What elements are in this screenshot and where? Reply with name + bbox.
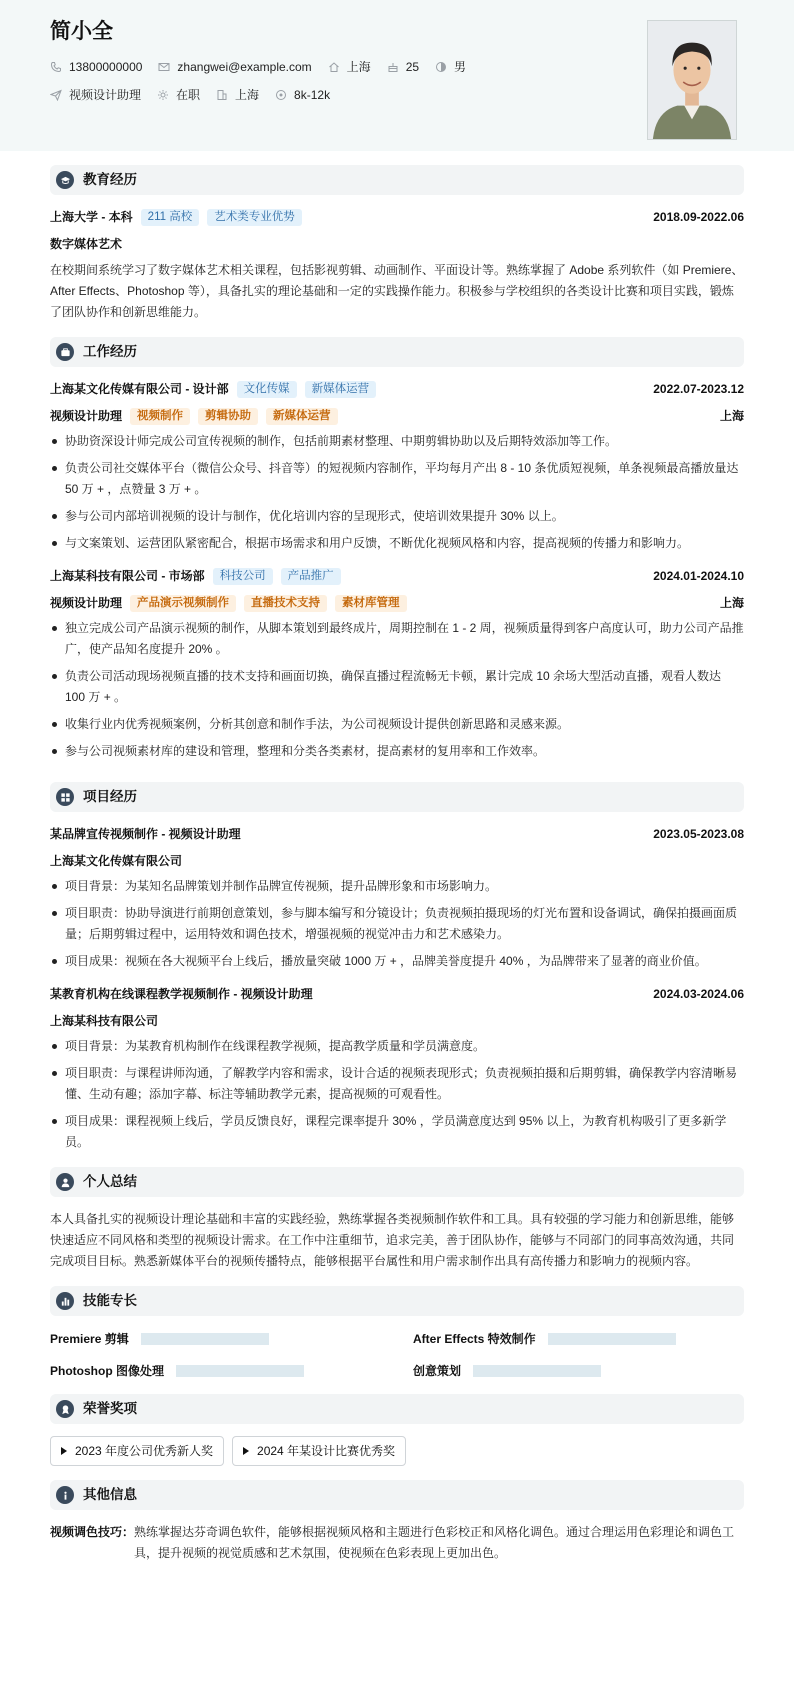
section-header-work bbox=[50, 337, 744, 367]
project-entry bbox=[50, 984, 744, 1153]
role-tag: 新媒体运营 bbox=[266, 408, 338, 425]
major-text: 数字媒体艺术 bbox=[50, 237, 123, 251]
gender-item bbox=[435, 58, 466, 76]
list-item: 项目背景：为某知名品牌策划并制作品牌宣传视频，提升品牌形象和市场影响力。 bbox=[50, 876, 744, 897]
section-header-awards bbox=[50, 1394, 744, 1424]
company-name: 上海某文化传媒有限公司 - 设计部 bbox=[50, 382, 229, 396]
school-tag: 艺术类专业优势 bbox=[207, 209, 302, 226]
project-company bbox=[50, 851, 744, 871]
status-item bbox=[157, 86, 200, 104]
section-title: 项目经历 bbox=[83, 788, 137, 804]
project-bullets bbox=[50, 876, 744, 972]
job-row bbox=[50, 86, 744, 104]
status-text: 在职 bbox=[176, 88, 201, 102]
building-icon bbox=[216, 89, 228, 101]
company-tag: 新媒体运营 bbox=[305, 381, 377, 398]
skill-bar bbox=[141, 1333, 269, 1345]
age-text: 25 bbox=[405, 60, 420, 74]
list-item: 负责公司活动现场视频直播的技术支持和画面切换，确保直播过程流畅无卡顿，累计完成 10 余场大型活动直播，观看人数达 100 万 + 。 bbox=[50, 666, 744, 708]
job-item bbox=[50, 86, 141, 104]
skill-name: Premiere 剪辑 bbox=[50, 1332, 129, 1346]
skill-item bbox=[50, 1362, 381, 1380]
list-item: 参与公司内部培训视频的设计与制作，优化培训内容的呈现形式，使培训效果提升 30% 以上。 bbox=[50, 506, 744, 527]
role-tag: 剪辑协助 bbox=[198, 408, 258, 425]
user-icon bbox=[56, 1173, 74, 1191]
role-tag: 直播技术支持 bbox=[244, 595, 327, 612]
list-item: 负责公司社交媒体平台（微信公众号、抖音等）的短视频内容制作，平均每月产出 8 - 10 条优质短视频，单条视频最高播放量达 50 万 + ，点赞量 3 万 + 。 bbox=[50, 458, 744, 500]
graduation-cap-icon bbox=[56, 171, 74, 189]
work-entry-head bbox=[50, 566, 744, 586]
role-tag: 视频制作 bbox=[130, 408, 190, 425]
section-title: 荣誉奖项 bbox=[83, 1400, 137, 1416]
email-text: zhangwei@example.com bbox=[177, 60, 312, 74]
city-text: 上海 bbox=[346, 60, 371, 74]
project-company-text: 上海某科技有限公司 bbox=[50, 1014, 159, 1028]
send-icon bbox=[50, 89, 62, 101]
phone-item bbox=[50, 58, 142, 76]
resume-header bbox=[0, 0, 794, 151]
section-header-skills bbox=[50, 1286, 744, 1316]
company-tag: 科技公司 bbox=[213, 568, 273, 585]
education-description: 在校期间系统学习了数字媒体艺术相关课程，包括影视剪辑、动画制作、平面设计等。熟练掌握了 Adobe 系列软件（如 Premiere、After Effects、Photoshop 等），具备扎实的理论基础和一定的实践操作能力。积极参与学校组织的各类设计比赛和项目实践，锻炼了团队协作和创新思维能力。 bbox=[50, 263, 744, 319]
list-item: 独立完成公司产品演示视频的制作，从脚本策划到最终成片，周期控制在 1 - 2 周，视频质量得到客户高度认可，助力公司产品推广，使产品知名度提升 20% 。 bbox=[50, 618, 744, 660]
list-item: 项目背景：为某教育机构制作在线课程教学视频，提高教学质量和学员满意度。 bbox=[50, 1036, 744, 1057]
section-header-other bbox=[50, 1480, 744, 1510]
project-date: 2024.03-2024.06 bbox=[653, 987, 744, 1001]
role-title: 视频设计助理 bbox=[50, 596, 123, 610]
skill-bar bbox=[548, 1333, 676, 1345]
bar-chart-icon bbox=[56, 1292, 74, 1310]
project-company bbox=[50, 1011, 744, 1031]
skill-bar bbox=[473, 1365, 601, 1377]
age-item bbox=[387, 58, 419, 76]
company-tag: 文化传媒 bbox=[237, 381, 297, 398]
play-icon bbox=[243, 1447, 249, 1455]
gear-icon bbox=[157, 89, 169, 101]
skills-grid bbox=[50, 1330, 744, 1380]
phone-text: 13800000000 bbox=[69, 60, 143, 74]
mail-icon bbox=[158, 61, 170, 73]
other-item bbox=[50, 1522, 744, 1564]
salary-text: 8k-12k bbox=[294, 88, 331, 102]
company-name: 上海某科技有限公司 - 市场部 bbox=[50, 569, 205, 583]
candidate-name: 简小全 bbox=[50, 20, 113, 43]
work-bullets bbox=[50, 618, 744, 762]
section-title: 个人总结 bbox=[83, 1173, 137, 1189]
company-tag: 产品推广 bbox=[281, 568, 341, 585]
section-title: 其他信息 bbox=[83, 1486, 137, 1502]
work-entry bbox=[50, 566, 744, 762]
school-tag: 211 高校 bbox=[141, 209, 200, 226]
school-name: 上海大学 - 本科 bbox=[50, 210, 133, 224]
award-item bbox=[50, 1436, 224, 1466]
skill-name: After Effects 特效制作 bbox=[413, 1332, 536, 1346]
contact-row bbox=[50, 58, 744, 76]
section-header-summary bbox=[50, 1167, 744, 1197]
home-icon bbox=[328, 61, 340, 73]
skill-fill bbox=[473, 1365, 601, 1377]
other-label: 视频调色技巧： bbox=[50, 1525, 135, 1539]
info-icon bbox=[56, 1486, 74, 1504]
target-city-item bbox=[216, 86, 259, 104]
list-item: 项目成果：课程视频上线后，学员反馈良好，课程完课率提升 30% ，学员满意度达到 95% 以上，为教育机构吸引了更多新学员。 bbox=[50, 1111, 744, 1153]
skill-item bbox=[413, 1330, 744, 1348]
project-bullets bbox=[50, 1036, 744, 1153]
phone-icon bbox=[50, 61, 62, 73]
work-date: 2024.01-2024.10 bbox=[653, 569, 744, 583]
coin-icon bbox=[275, 89, 287, 101]
work-bullets bbox=[50, 431, 744, 554]
role-title: 视频设计助理 bbox=[50, 409, 123, 423]
section-title: 教育经历 bbox=[83, 171, 137, 187]
skill-fill bbox=[176, 1365, 304, 1377]
gender-text: 男 bbox=[454, 60, 467, 74]
summary-text: 本人具备扎实的视频设计理论基础和丰富的实践经验，熟练掌握各类视频制作软件和工具。具有较强的学习能力和创新思维，能够快速适应不同风格和类型的视频设计需求。在工作中注重细节，追求完美，善于团队协作，能够与不同部门的同事高效沟通，共同完成项目目标。熟悉新媒体平台的视频传播特点，能够根据平台属性和用户需求制作出具有高传播力和影响力的视频内容。 bbox=[50, 1212, 735, 1268]
award-icon bbox=[56, 1400, 74, 1418]
role-line bbox=[50, 593, 744, 613]
education-entry-head bbox=[50, 207, 744, 227]
project-date: 2023.05-2023.08 bbox=[653, 827, 744, 841]
section-header-project bbox=[50, 782, 744, 812]
project-company-text: 上海某文化传媒有限公司 bbox=[50, 854, 183, 868]
work-city: 上海 bbox=[719, 409, 744, 423]
skill-fill bbox=[548, 1333, 676, 1345]
grid-icon bbox=[56, 788, 74, 806]
skill-name: 创意策划 bbox=[413, 1364, 462, 1378]
skill-bar bbox=[176, 1365, 304, 1377]
list-item: 与文案策划、运营团队紧密配合，根据市场需求和用户反馈，不断优化视频风格和内容，提高视频的传播力和影响力。 bbox=[50, 533, 744, 554]
award-text: 2024 年某设计比赛优秀奖 bbox=[257, 1444, 396, 1458]
work-city: 上海 bbox=[719, 596, 744, 610]
project-entry-head bbox=[50, 984, 744, 1004]
list-item: 协助资深设计师完成公司宣传视频的制作，包括前期素材整理、中期剪辑协助以及后期特效添加等工作。 bbox=[50, 431, 744, 452]
briefcase-icon bbox=[56, 343, 74, 361]
list-item: 收集行业内优秀视频案例，分析其创意和制作手法，为公司视频设计提供创新思路和灵感来源。 bbox=[50, 714, 744, 735]
skill-fill bbox=[141, 1333, 269, 1345]
resume-body bbox=[0, 165, 794, 1564]
list-item: 项目成果：视频在各大视频平台上线后，播放量突破 1000 万 + ，品牌美誉度提升 40% ，为品牌带来了显著的商业价值。 bbox=[50, 951, 744, 972]
email-item bbox=[158, 58, 311, 76]
project-title: 某品牌宣传视频制作 - 视频设计助理 bbox=[50, 827, 241, 841]
section-title: 工作经历 bbox=[83, 343, 137, 359]
skill-item bbox=[413, 1362, 744, 1380]
play-icon bbox=[61, 1447, 67, 1455]
skill-item bbox=[50, 1330, 381, 1348]
other-text: 熟练掌握达芬奇调色软件，能够根据视频风格和主题进行色彩校正和风格化调色。通过合理运用色彩理论和调色工具，提升视频的视觉质感和艺术氛围，使视频在色彩表现上更加出色。 bbox=[134, 1525, 735, 1560]
cake-icon bbox=[387, 61, 399, 73]
job-text: 视频设计助理 bbox=[69, 88, 142, 102]
skill-name: Photoshop 图像处理 bbox=[50, 1364, 164, 1378]
education-date: 2018.09-2022.06 bbox=[653, 210, 744, 224]
award-item bbox=[232, 1436, 406, 1466]
role-line bbox=[50, 406, 744, 426]
list-item: 项目职责：与课程讲师沟通，了解教学内容和需求，设计合适的视频表现形式；负责视频拍摄和后期剪辑，确保教学内容清晰易懂、生动有趣；添加字幕、标注等辅助教学元素，提高视频的可观看性。 bbox=[50, 1063, 744, 1105]
list-item: 参与公司视频素材库的建设和管理，整理和分类各类素材，提高素材的复用率和工作效率。 bbox=[50, 741, 744, 762]
target-city-text: 上海 bbox=[235, 88, 260, 102]
work-entry bbox=[50, 379, 744, 554]
section-title: 技能专长 bbox=[83, 1292, 137, 1308]
awards-list bbox=[50, 1436, 744, 1466]
project-entry bbox=[50, 824, 744, 972]
city-item bbox=[328, 58, 371, 76]
section-header-education bbox=[50, 165, 744, 195]
role-tag: 素材库管理 bbox=[335, 595, 407, 612]
profile-photo bbox=[647, 20, 737, 140]
work-date: 2022.07-2023.12 bbox=[653, 382, 744, 396]
project-title: 某教育机构在线课程教学视频制作 - 视频设计助理 bbox=[50, 987, 313, 1001]
work-entry-head bbox=[50, 379, 744, 399]
major bbox=[50, 234, 744, 254]
project-entry-head bbox=[50, 824, 744, 844]
gender-icon bbox=[435, 61, 447, 73]
list-item: 项目职责：协助导演进行前期创意策划，参与脚本编写和分镜设计；负责视频拍摄现场的灯光布置和设备调试，确保拍摄画面质量；后期剪辑过程中，运用特效和调色技术，增强视频的视觉冲击力和艺术感染力。 bbox=[50, 903, 744, 945]
award-text: 2023 年度公司优秀新人奖 bbox=[75, 1444, 214, 1458]
salary-item bbox=[275, 86, 330, 104]
role-tag: 产品演示视频制作 bbox=[130, 595, 236, 612]
